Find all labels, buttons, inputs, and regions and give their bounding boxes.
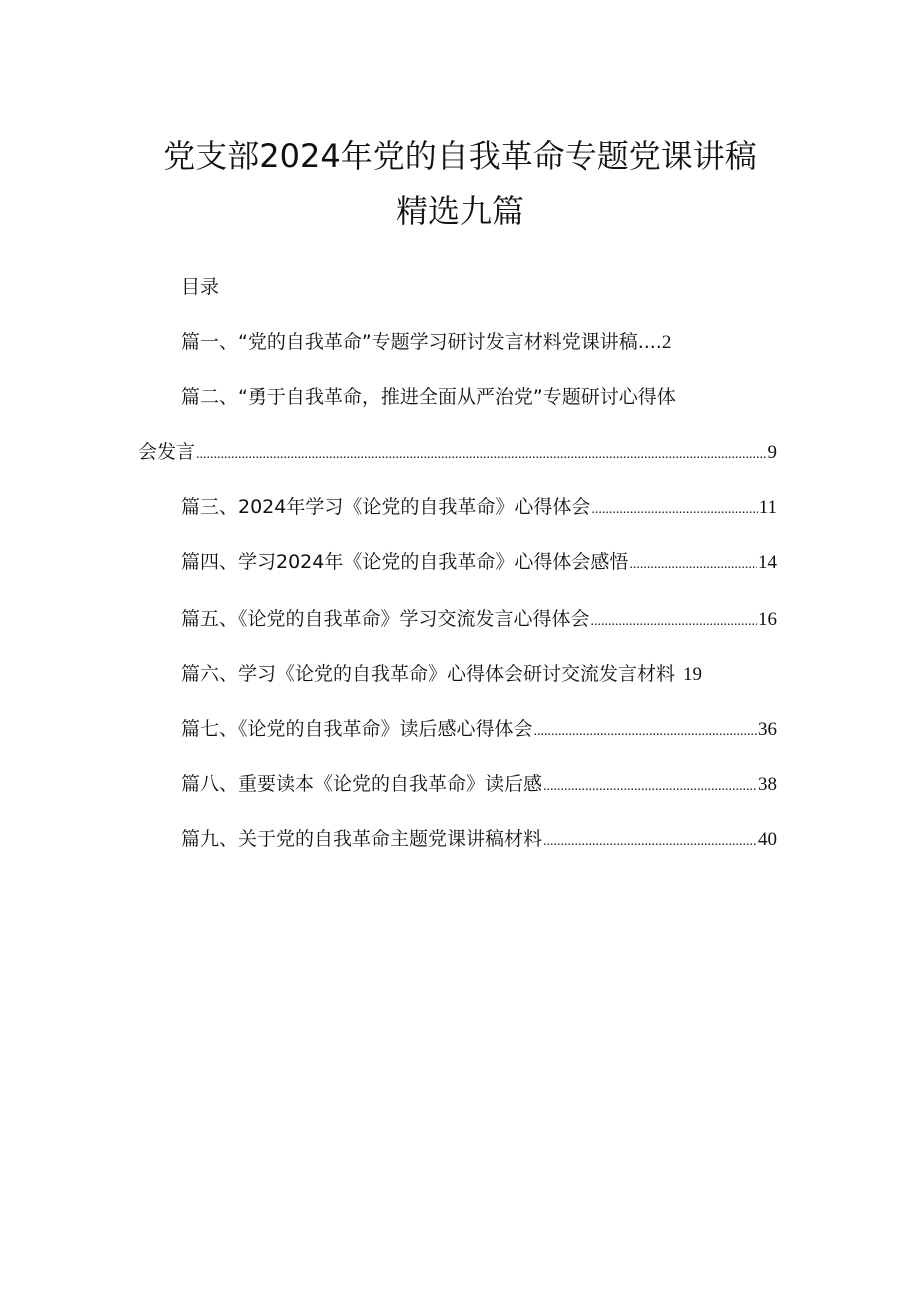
toc-entry-page: 16 <box>758 609 777 630</box>
toc-entry-3[interactable] <box>181 493 777 521</box>
toc-dot-leader <box>591 608 757 636</box>
toc-entry-1[interactable] <box>181 328 777 356</box>
toc-dot-leader <box>629 551 757 579</box>
document-title-line-1: 党支部2024年党的自我革命专题党课讲稿 <box>163 137 757 175</box>
toc-entry-2-line-1[interactable]: 篇二、“勇于自我革命，推进全面从严治党”专题研讨心得体 <box>181 386 676 408</box>
toc-entry-label: 篇九、关于党的自我革命主题党课讲稿材料 <box>181 828 543 850</box>
toc-entry-label: 篇七、《论党的自我革命》读后感心得体会 <box>181 718 533 740</box>
toc-dot-leader <box>534 718 757 746</box>
toc-entry-5[interactable] <box>181 605 777 633</box>
toc-entry-page: 38 <box>758 774 777 795</box>
toc-entry-9[interactable] <box>181 825 777 853</box>
toc-entry-label: 篇一、“党的自我革命”专题学习研讨发言材料党课讲稿.... <box>181 331 662 353</box>
toc-entry-label: 篇六、学习《论党的自我革命》心得体会研讨交流发言材料 <box>181 663 676 685</box>
toc-entry-label: 篇四、学习2024年《论党的自我革命》心得体会感悟 <box>181 551 629 573</box>
toc-entry-page: 14 <box>758 552 777 573</box>
toc-entry-page: 2 <box>661 332 672 353</box>
toc-entry-6[interactable] <box>181 660 777 688</box>
toc-entry-page: 11 <box>758 497 777 518</box>
toc-dot-leader <box>543 828 757 856</box>
toc-entry-8[interactable] <box>181 770 777 798</box>
toc-entry-page: 36 <box>758 719 777 740</box>
toc-dot-leader <box>591 496 757 524</box>
toc-entry-label: 篇八、重要读本《论党的自我革命》读后感 <box>181 773 543 795</box>
toc-entry-label: 篇三、2024年学习《论党的自我革命》心得体会 <box>181 496 591 518</box>
toc-heading: 目录 <box>181 276 220 298</box>
toc-entry-2-line-2[interactable] <box>138 438 777 466</box>
toc-entry-7[interactable] <box>181 715 777 743</box>
toc-dot-leader <box>543 773 757 801</box>
toc-entry-page: 40 <box>758 829 777 850</box>
toc-entry-label: 篇五、《论党的自我革命》学习交流发言心得体会 <box>181 608 590 630</box>
document-title-line-2: 精选九篇 <box>395 192 524 230</box>
toc-entry-label: 会发言 <box>138 441 196 463</box>
toc-entry-4[interactable] <box>181 548 777 576</box>
toc-entry-page: 9 <box>767 442 777 463</box>
toc-dot-leader <box>196 441 766 469</box>
toc-entry-page: 19 <box>683 664 703 685</box>
